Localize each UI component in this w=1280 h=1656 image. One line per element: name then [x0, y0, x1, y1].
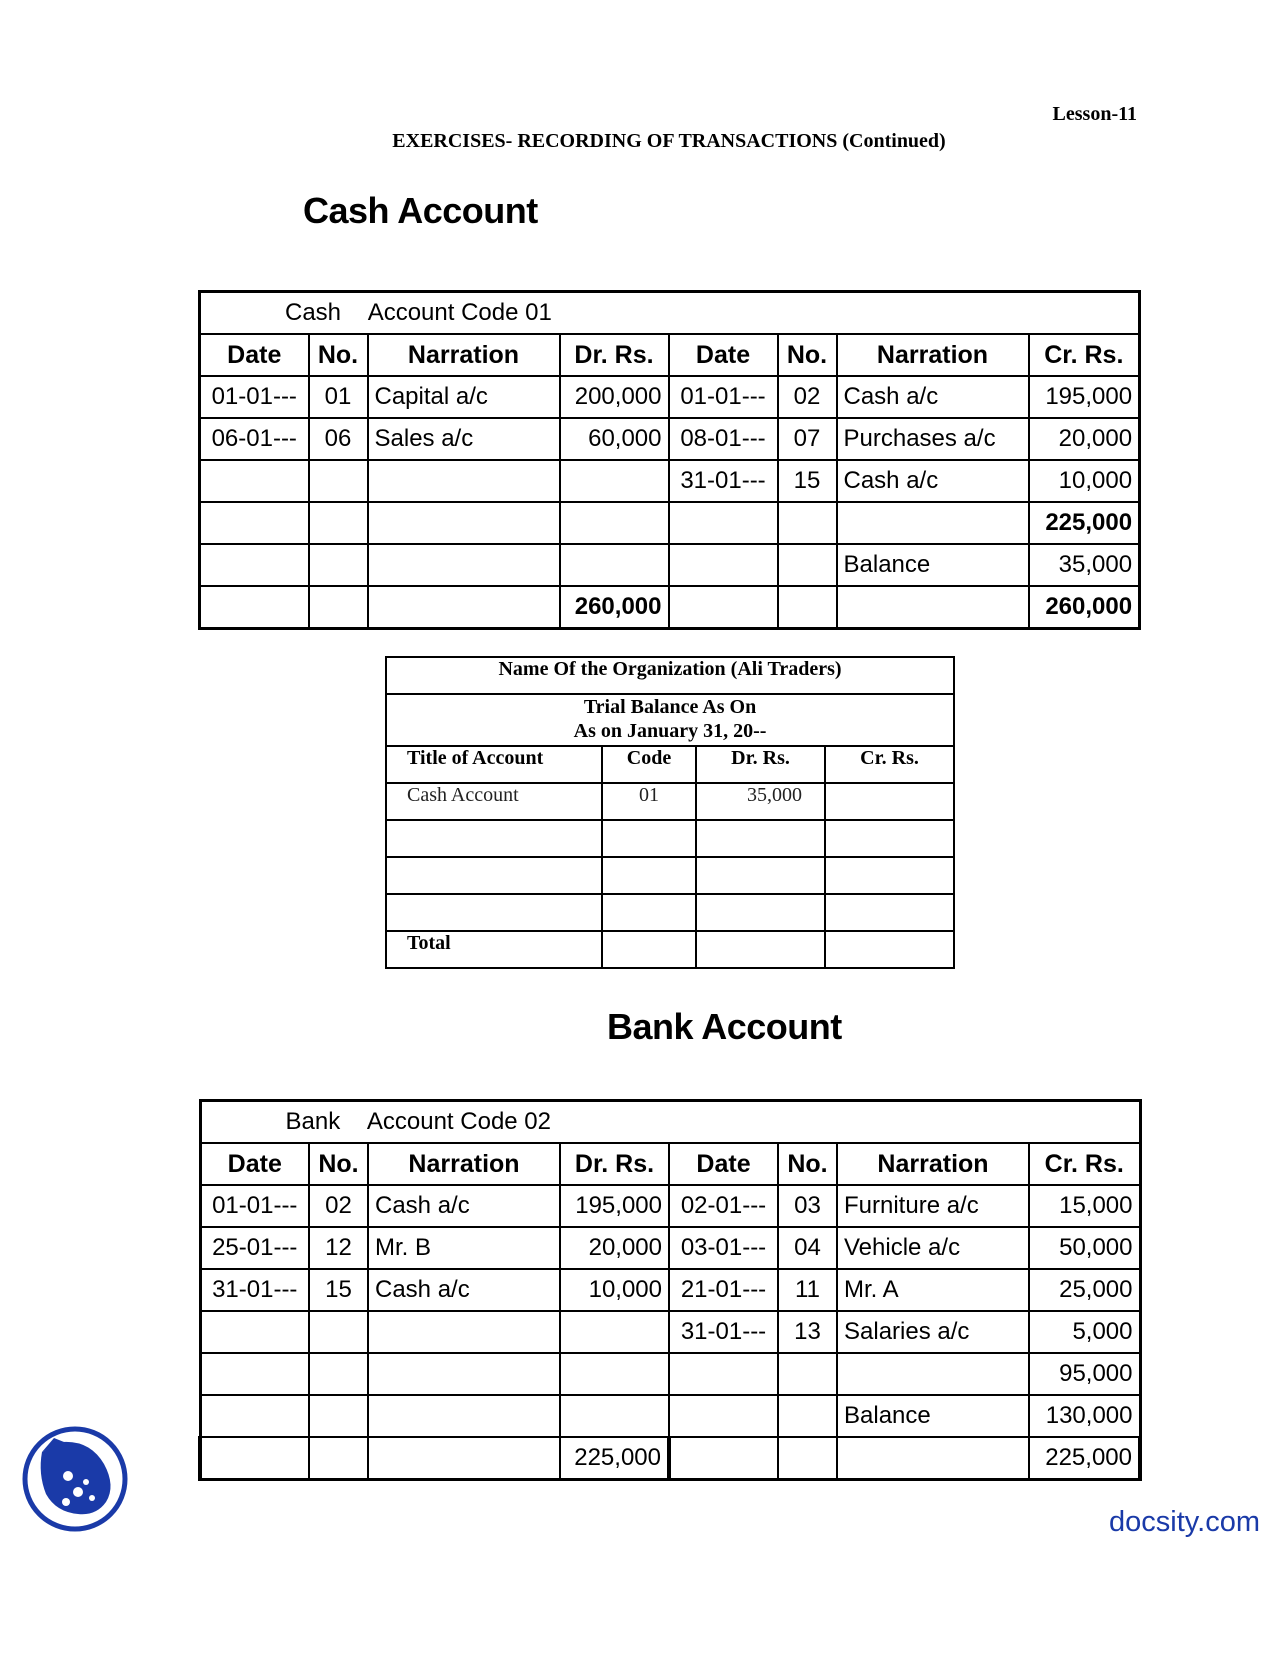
docsity-logo-icon [20, 1424, 130, 1534]
column-header: Date [669, 334, 778, 376]
cell [837, 502, 1029, 544]
trial-balance-title [386, 694, 954, 746]
cash-account-heading: Cash Account [303, 190, 538, 231]
cell [309, 1311, 368, 1353]
cell: 01 [309, 376, 368, 418]
column-header: Narration [368, 334, 560, 376]
organization-name: Name Of the Organization (Ali Traders) [386, 657, 954, 694]
cell: 35,000 [696, 783, 825, 820]
cell: 11 [778, 1269, 837, 1311]
column-header: Dr. Rs. [560, 1143, 669, 1185]
cell: 31-01--- [669, 460, 778, 502]
cell [368, 1353, 560, 1395]
table-row [200, 1311, 1140, 1353]
cell [778, 586, 837, 629]
total-cell: 260,000 [560, 586, 669, 629]
cell [368, 1311, 560, 1353]
cell [309, 1395, 368, 1437]
cell: 08-01--- [669, 418, 778, 460]
cell: 15 [309, 1269, 368, 1311]
cell [696, 857, 825, 894]
cell [368, 586, 560, 629]
table-row [200, 544, 1140, 586]
column-header: Cr. Rs. [1029, 1143, 1140, 1185]
docsity-brand-text[interactable]: docsity.com [1109, 1506, 1260, 1538]
table-row [200, 1395, 1140, 1437]
cell [368, 502, 560, 544]
cell [837, 1437, 1029, 1480]
cell: 15 [778, 460, 837, 502]
column-header: Dr. Rs. [560, 334, 669, 376]
cell [200, 586, 309, 629]
account-name: Cash [285, 299, 342, 326]
cell: 06-01--- [200, 418, 309, 460]
cell [602, 857, 696, 894]
ledger-title [200, 292, 1140, 335]
cell [837, 586, 1029, 629]
cell [778, 544, 837, 586]
table-row [386, 894, 954, 931]
cell: 03 [778, 1185, 837, 1227]
cell: 10,000 [560, 1269, 669, 1311]
cell: 10,000 [1029, 460, 1140, 502]
cell: 50,000 [1029, 1227, 1140, 1269]
bank-account-heading: Bank Account [607, 1006, 842, 1047]
table-row [386, 783, 954, 820]
table-row [200, 418, 1140, 460]
column-header: Narration [368, 1143, 560, 1185]
cell: Salaries a/c [837, 1311, 1029, 1353]
cell: 25-01--- [200, 1227, 309, 1269]
column-header: Narration [837, 1143, 1029, 1185]
cell: 60,000 [560, 418, 669, 460]
cell: Cash a/c [368, 1269, 560, 1311]
cell [200, 1311, 309, 1353]
cell [386, 894, 602, 931]
trial-header-row [386, 746, 954, 783]
trial-total-row [386, 931, 954, 968]
total-cell: 225,000 [560, 1437, 669, 1480]
cell: Vehicle a/c [837, 1227, 1029, 1269]
cell: 02-01--- [669, 1185, 778, 1227]
column-header: No. [778, 334, 837, 376]
cell [669, 1437, 778, 1480]
cell [825, 820, 954, 857]
trial-title-line2: As on January 31, 20-- [573, 720, 767, 742]
cell [386, 820, 602, 857]
cell [669, 586, 778, 629]
cell: 13 [778, 1311, 837, 1353]
cell: 195,000 [560, 1185, 669, 1227]
table-row [200, 1185, 1140, 1227]
column-header: Date [200, 334, 309, 376]
cell [200, 544, 309, 586]
cell [669, 1353, 778, 1395]
cell [560, 1311, 669, 1353]
lesson-label: Lesson-11 [1052, 103, 1137, 125]
cell [200, 1353, 309, 1395]
cell [696, 894, 825, 931]
column-header: Narration [837, 334, 1029, 376]
cell [669, 502, 778, 544]
cell [837, 1353, 1029, 1395]
cell [309, 586, 368, 629]
table-row [200, 1227, 1140, 1269]
total-label: Total [386, 931, 602, 968]
cell [602, 931, 696, 968]
cell: 01 [602, 783, 696, 820]
table-row [200, 502, 1140, 544]
cell: 20,000 [1029, 418, 1140, 460]
cell: 195,000 [1029, 376, 1140, 418]
cell [200, 1437, 309, 1480]
cell [560, 1395, 669, 1437]
cell: Cash a/c [368, 1185, 560, 1227]
cell: 04 [778, 1227, 837, 1269]
ledger-title [200, 1101, 1140, 1144]
cell [669, 1395, 778, 1437]
trial-org-row [386, 657, 954, 694]
cell [825, 857, 954, 894]
cell [309, 502, 368, 544]
cell: Cash Account [386, 783, 602, 820]
trial-title-line1: Trial Balance As On [583, 696, 757, 718]
cash-ledger-table [198, 290, 1141, 630]
ledger-title-row [200, 292, 1140, 335]
cell: Furniture a/c [837, 1185, 1029, 1227]
cell: 03-01--- [669, 1227, 778, 1269]
cell: 01-01--- [200, 376, 309, 418]
column-header: Date [669, 1143, 778, 1185]
bank-ledger-table [198, 1099, 1142, 1481]
cell [669, 544, 778, 586]
column-header: Date [200, 1143, 309, 1185]
cell [309, 544, 368, 586]
column-header: No. [778, 1143, 837, 1185]
cell: 31-01--- [669, 1311, 778, 1353]
cell [778, 502, 837, 544]
column-header: Title of Account [386, 746, 602, 783]
column-header: Code [602, 746, 696, 783]
cell [696, 931, 825, 968]
cell: Mr. A [837, 1269, 1029, 1311]
cell [309, 1353, 368, 1395]
cell: 02 [309, 1185, 368, 1227]
cell: Mr. B [368, 1227, 560, 1269]
cell: Cash a/c [837, 460, 1029, 502]
cell: Balance [837, 544, 1029, 586]
cell: 31-01--- [200, 1269, 309, 1311]
cell [825, 894, 954, 931]
cell [560, 460, 669, 502]
account-name: Bank [285, 1108, 341, 1135]
table-row [200, 460, 1140, 502]
cell: Sales a/c [368, 418, 560, 460]
ledger-header-row [200, 1143, 1140, 1185]
column-header: No. [309, 1143, 368, 1185]
cell: Cash a/c [837, 376, 1029, 418]
cell [560, 544, 669, 586]
cell [386, 857, 602, 894]
cell: 01-01--- [200, 1185, 309, 1227]
cell [778, 1353, 837, 1395]
cell [560, 502, 669, 544]
cell: 15,000 [1029, 1185, 1140, 1227]
cell [825, 931, 954, 968]
cell [200, 502, 309, 544]
cell: 130,000 [1029, 1395, 1140, 1437]
cell: Purchases a/c [837, 418, 1029, 460]
cell [309, 460, 368, 502]
subtotal-cell: 95,000 [1029, 1353, 1140, 1395]
cell: 35,000 [1029, 544, 1140, 586]
cell [368, 544, 560, 586]
cell [778, 1437, 837, 1480]
trial-balance-table [385, 656, 955, 969]
account-code: Account Code 02 [366, 1108, 551, 1135]
cell [368, 1395, 560, 1437]
table-row [200, 1353, 1140, 1395]
cell: Capital a/c [368, 376, 560, 418]
column-header: No. [309, 334, 368, 376]
cell [200, 1395, 309, 1437]
cell [778, 1395, 837, 1437]
subtotal-cell: 225,000 [1029, 502, 1140, 544]
cell: 20,000 [560, 1227, 669, 1269]
cell: 02 [778, 376, 837, 418]
cell: 12 [309, 1227, 368, 1269]
column-header: Dr. Rs. [696, 746, 825, 783]
ledger-title-row [200, 1101, 1140, 1144]
table-row [386, 820, 954, 857]
cell [200, 460, 309, 502]
cell: 5,000 [1029, 1311, 1140, 1353]
cell [368, 1437, 560, 1480]
account-code: Account Code 01 [367, 299, 552, 326]
cell [696, 820, 825, 857]
column-header: Cr. Rs. [1029, 334, 1140, 376]
cell: 07 [778, 418, 837, 460]
total-cell: 260,000 [1029, 586, 1140, 629]
table-row [200, 376, 1140, 418]
table-row [386, 857, 954, 894]
trial-title-row [386, 694, 954, 746]
total-cell: 225,000 [1029, 1437, 1140, 1480]
cell: Balance [837, 1395, 1029, 1437]
table-row [200, 1269, 1140, 1311]
cell: 01-01--- [669, 376, 778, 418]
cell: 25,000 [1029, 1269, 1140, 1311]
total-row [200, 1437, 1140, 1480]
cell [368, 460, 560, 502]
cell [602, 894, 696, 931]
cell: 21-01--- [669, 1269, 778, 1311]
cell [602, 820, 696, 857]
cell: 200,000 [560, 376, 669, 418]
ledger-header-row [200, 334, 1140, 376]
total-row [200, 586, 1140, 629]
column-header: Cr. Rs. [825, 746, 954, 783]
cell [560, 1353, 669, 1395]
cell [825, 783, 954, 820]
exercise-title: EXERCISES- RECORDING OF TRANSACTIONS (Continued) [392, 130, 946, 152]
cell: 06 [309, 418, 368, 460]
cell [309, 1437, 368, 1480]
